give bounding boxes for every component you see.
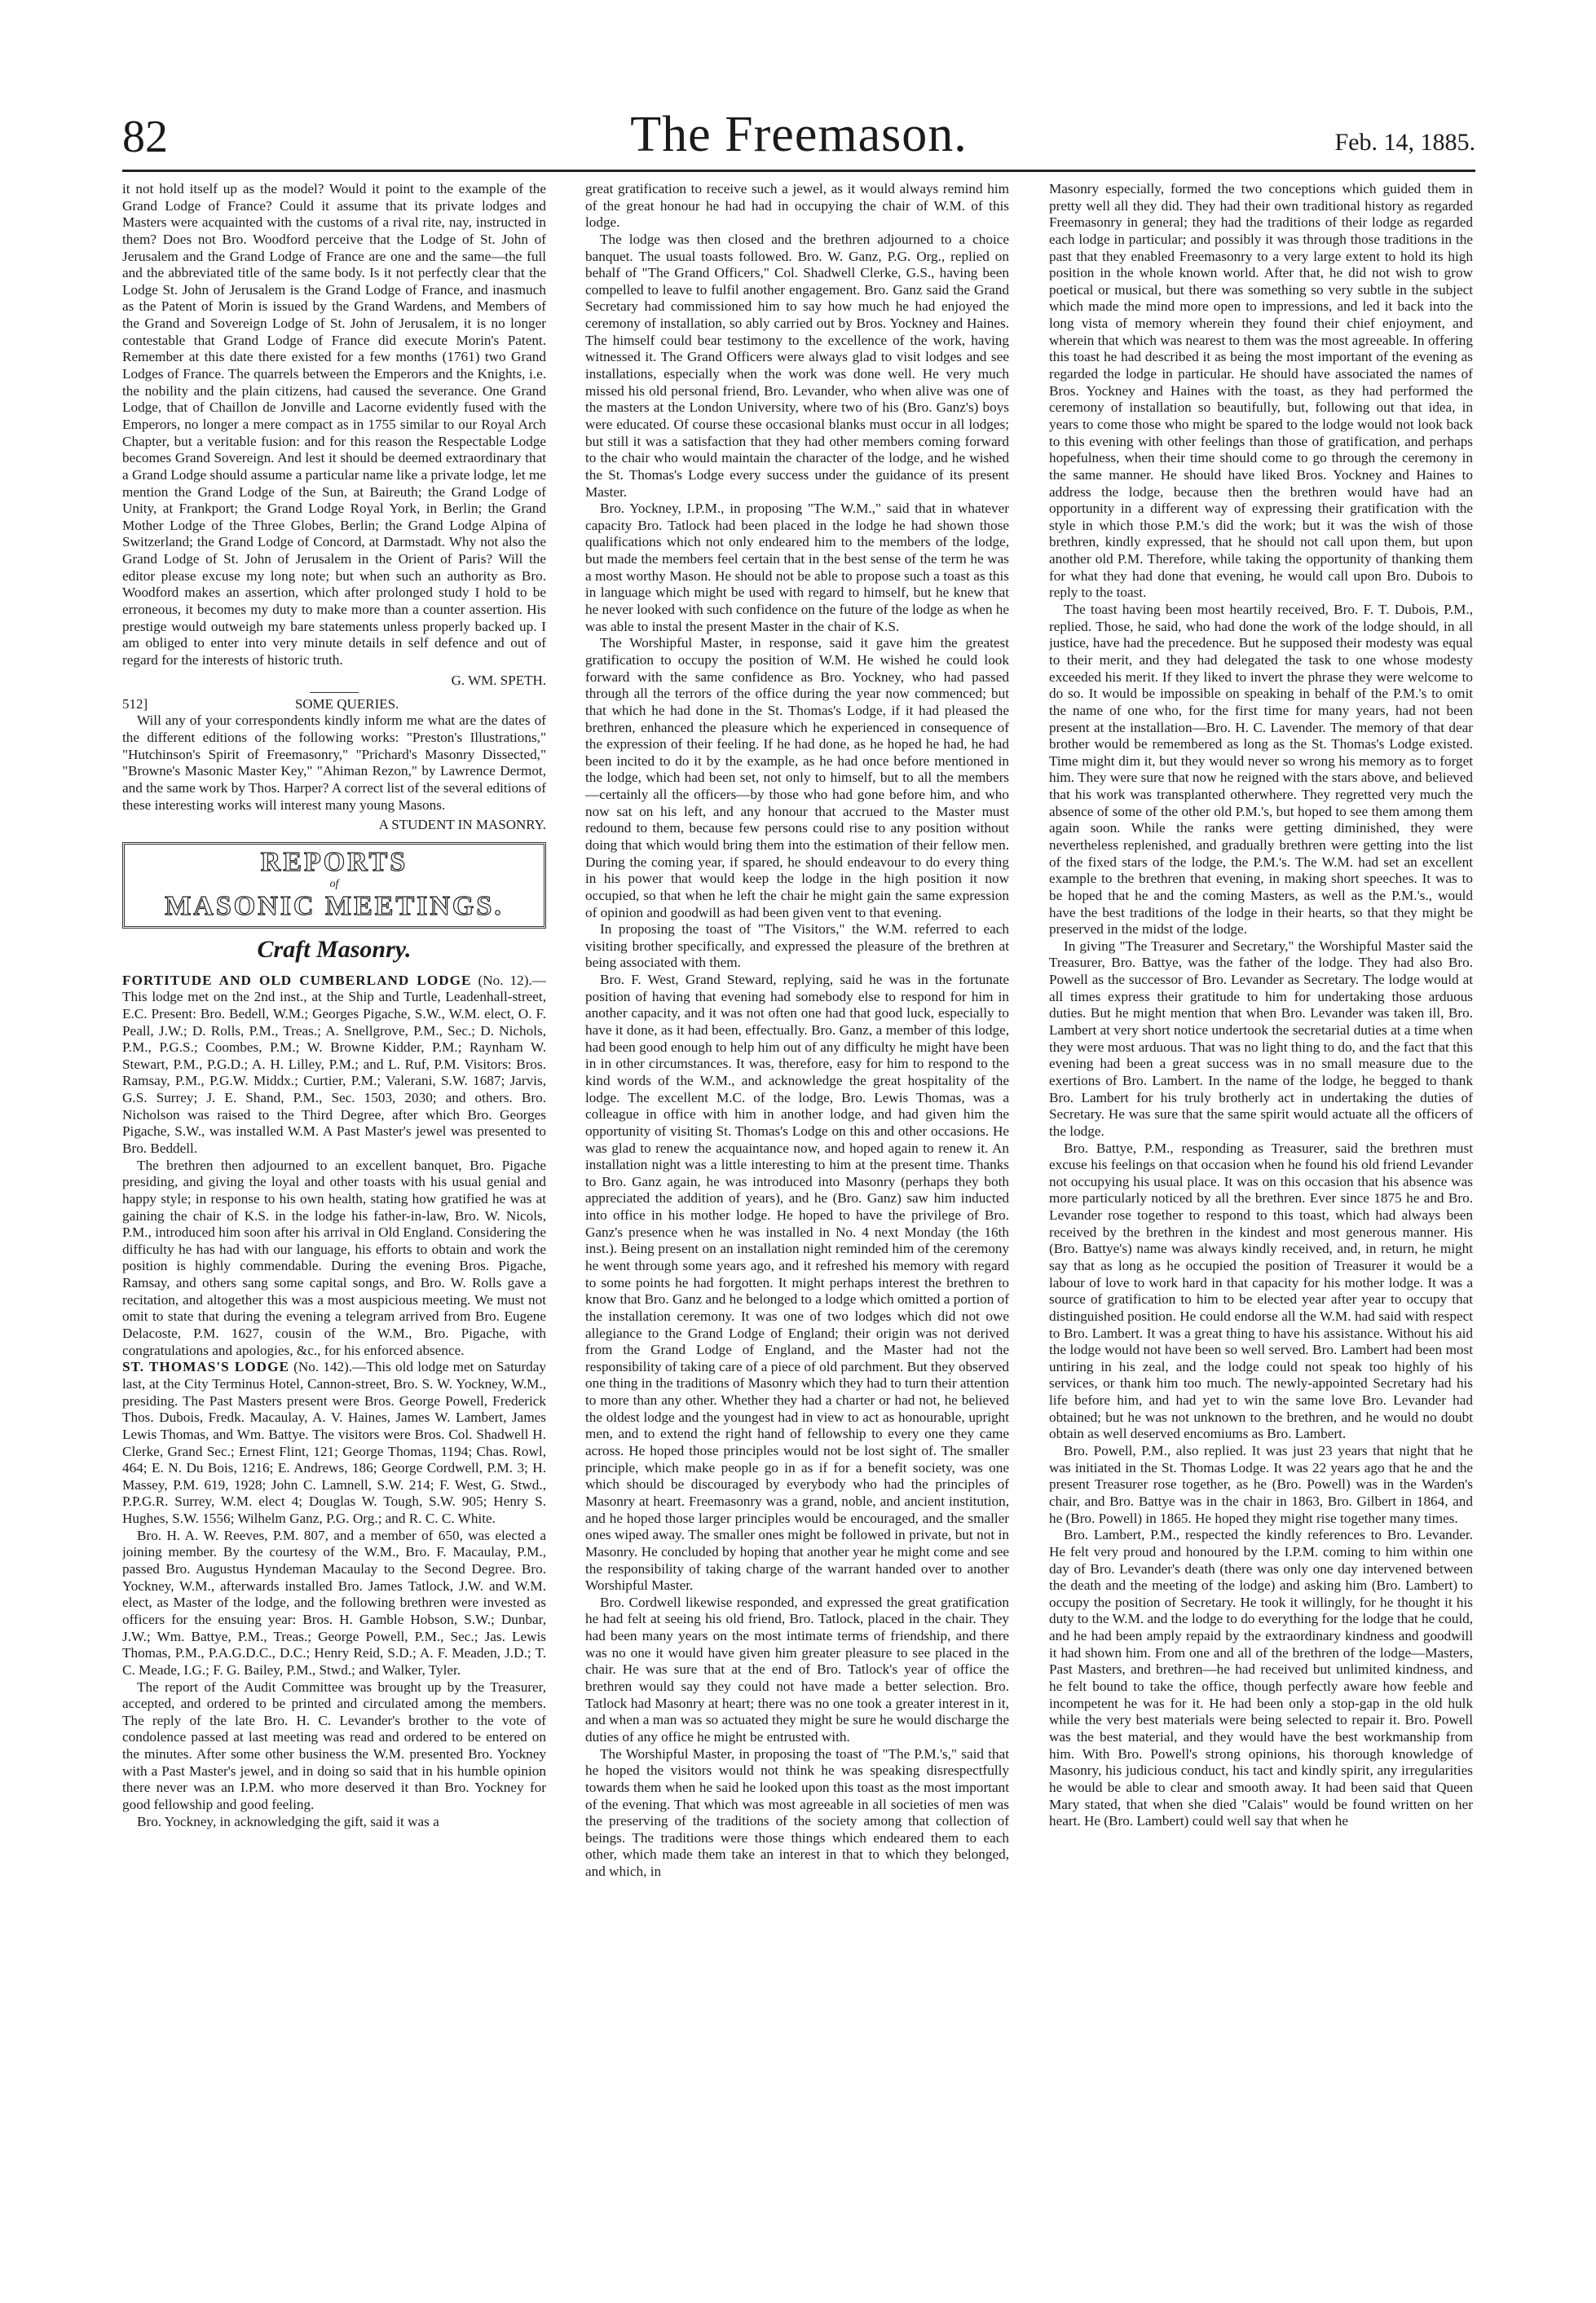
paragraph: The lodge was then closed and the brethren adjourned to a choice banquet. The usual toasts followed. Bro. W. Ganz, P.G. Org., replied on behalf of "The Grand Officers," Col. Shadwell Clerke, G.S., having been compelled to leave to fulfil another engagement. Bro. Ganz said the Grand Secretary had commissioned him to say how much he had enjoyed the ceremony of installation, so ably carried out by Bros. Yockney and Haines. The himself could bear testimony to the excellence of the work, having witnessed it. The Grand Officers were always glad to visit lodges and see installations, especially when the work was done well. He very much missed his old personal friend, Bro. Levander, who when alive was one of the masters at the London University, where two of his (Bro. Ganz's) boys were educated. Of course these occasional blanks must occur in all lodges; but still it was a satisfaction that they had other members coming forward to the chair who would maintain the character of the lodge, and he wished the St. Thomas's Lodge every success under the guidance of its present Master. — [585, 231, 1009, 500]
paragraph: Bro. F. West, Grand Steward, replying, said he was in the fortunate position of having that evening had somebody else to respond for him in another capacity, and it was not often one had that good luck, especially to have it done, as it had been, effectually. Bro. Ganz, a member of this lodge, had been good enough to help him out of any difficulty he might have been in in other circumstances. It was, therefore, easy for him to respond to the kind words of the W.M., and acknowledge the great hospitality of the lodge. The excellent M.C. of the lodge, Bro. Lewis Thomas, was a colleague in office with him in another lodge, and had given him the opportunity of visiting St. Thomas's Lodge on this and other occasions. He was glad to renew the acquaintance now, and hoped again to renew it. An installation night was a little interesting to him at the present time. Thanks to Bro. Ganz again, he was introduced into Masonry (perhaps they both appreciated the addition of years), and he (Bro. Ganz) saw him inducted into office in his mother lodge. He hoped to have the privilege of Bro. Ganz's presence when he was installed in No. 4 next Monday (the 16th inst.). Being present on an installation night reminded him of the ceremony he went through some years ago, and it refreshed his memory with regard to some points he had forgotten. It might perhaps interest the brethren to know that Bro. Ganz and he belonged to a lodge which omitted a portion of the installation ceremony. It was one of two lodges which did not owe allegiance to the Grand Lodge of England; their origin was not derived from the Grand Lodge of England, and the Master had not the responsibility of taking care of a piece of old parchment. But they observed one thing in the traditions of Masonry which they had to turn their attention to more than any other. Whether they had a charter or had not, he believed the oldest lodge and the youngest had in view to act as honourable, upright men, and to extend the right hand of fellowship to every one they came across. He hoped those principles would not be lost sight of. The smaller principle, which make people go in as if for a benefit society, was one which should be discouraged by everybody who had the principles of Masonry at heart. Freemasonry was a grand, noble, and ancient institution, and he hoped those larger principles would be encouraged, and the smaller ones wiped away. The smaller ones might be followed in private, but not in Masonry. He concluded by hoping that another year he might come and see the responsibility of taking charge of the warrant handed over to another Worshipful Master. — [585, 972, 1009, 1594]
lodge-heading: FORTITUDE AND OLD CUMBERLAND LODGE — [122, 972, 472, 988]
paragraph: Bro. Lambert, P.M., respected the kindly references to Bro. Levander. He felt very proud and honoured by the I.P.M. coming to him within one day of Bro. Levander's death (there was only one day intervened between the death and the meeting of the lodge) and asking him (Bro. Lambert) to occupy the position of Secretary. He took it willingly, for he thought it his duty to the W.M. and the lodge to do everything for the lodge that he could, and he had been amply repaid by the extraordinary kindness and goodwill it had shown him. From one and all of the brethren of the lodge—Masters, Past Masters, and brethren—he had received but unlimited kindness, and he felt bound to take the office, though perfectly aware how feeble and incompetent he was for it. He had been only a stop-gap in the old hulk while the very best materials were being selected to repair it. Bro. Powell was the best material, and they would have the best workmanship from him. With Bro. Powell's strong opinions, his thorough knowledge of Masonry, his judicious conduct, his tact and kindly spirit, any irregularities he would be able to clear and smooth away. It had been said that Queen Mary stated, that when she died "Calais" would be found written on her heart. He (Bro. Lambert) could well say that when he — [1049, 1527, 1473, 1829]
page-header — [122, 106, 1475, 171]
section-title: Craft Masonry. — [257, 935, 412, 963]
banner-title-top: REPORTS — [260, 847, 408, 878]
paragraph: (No. 12).—This lodge met on the 2nd inst., at the Ship and Turtle, Leadenhall-street, E.C. Present: Bro. Bedell, W.M.; Georges Pigache, S.W., W.M. elect, O. F. Peall, J.W.; D. Rolls, P.M., Treas.; A. Snellgrove, P.M., Sec.; D. Nichols, P.M., P.G.S.; Coombes, P.M.; W. Browne Kidder, P.M.; Raynham W. Stewart, P.M., P.G.D.; A. H. Lilley, P.M.; and L. Ruf, P.M. Visitors: Bros. Ramsay, P.M., P.G.W. Middx.; Curtier, P.M.; Valerani, S.W. 1687; Jarvis, G.S. Surrey; J. E. Shand, P.M., Sec. 1503, 2030; and others. Bro. Nicholson was raised to the Third Degree, after which Bro. Georges Pigache, S.W., was installed W.M. A Past Master's jewel was presented to Bro. Beddell. — [122, 972, 546, 1156]
column-1 — [122, 181, 546, 2268]
banner-title-bottom: MASONIC MEETINGS. — [165, 890, 504, 921]
signature: G. WM. SPETH. — [451, 672, 546, 688]
paragraph: The report of the Audit Committee was brought up by the Treasurer, accepted, and ordered to be printed and circulated among the members. The reply of the late Bro. H. C. Levander's brother to the vote of condolence passed at last meeting was read and ordered to be entered on the minutes. After some other business the W.M. presented Bro. Yockney with a Past Master's jewel, and in doing so said that in his humble opinion there never was an I.P.M. who more deserved it than Bro. Yockney for good fellowship and good feeling. — [122, 1679, 546, 1812]
paragraph: Bro. Cordwell likewise responded, and expressed the great gratification he had felt at seeing his old friend, Bro. Tatlock, placed in the chair. They had been many years on the most intimate terms of friendship, and there was no one it would have given him greater pleasure to see placed in the chair. He was sure that at the end of Bro. Tatlock's year of office the brethren would say they could not have made a better selection. Bro. Tatlock had Masonry at heart; there was no one took a greater interest in it, and when a man was so actuated they might be sure he would discharge the duties of any office he might be entrusted with. — [585, 1594, 1009, 1745]
paragraph: Bro. H. A. W. Reeves, P.M. 807, and a member of 650, was elected a joining member. By the courtesy of the W.M., Bro. F. Macaulay, P.M., passed Bro. Augustus Hyndeman Macaulay to the Second Degree. Bro. Yockney, W.M., afterwards installed Bro. James Tatlock, J.W. and W.M. elect, as Master of the lodge, and the following brethren were invested as officers for the ensuing year: Bros. H. Gamble Hobson, S.W.; Dunbar, J.W.; Wm. Battye, P.M., Treas.; George Powell, P.M., Sec.; Jas. Lewis Thomas, P.M., P.A.G.D.C., D.C.; Henry Reid, S.D.; A. F. Meaden, J.D.; T. C. Meade, I.G.; F. G. Bailey, P.M., Stwd.; and Walker, Tyler. — [122, 1527, 546, 1678]
page-number: 82 — [122, 112, 168, 162]
paragraph: Bro. Powell, P.M., also replied. It was just 23 years that night that he was initiated in the St. Thomas Lodge. It was 22 years ago that he and the present Treasurer rose together, as he (Bro. Powell) was in the Warden's chair, and Bro. Battye was in the chair in 1863, Bro. Gilbert in 1864, and he (Bro. Powell) in 1865. He hoped they might rise together many times. — [1049, 1443, 1473, 1526]
paragraph: The brethren then adjourned to an excellent banquet, Bro. Pigache presiding, and giving the loyal and other toasts with his usual genial and happy style; in response to his own health, stating how gratified he was at gaining the chair of K.S. in the lodge his father-in-law, Bro. W. Nicols, P.M., introduced him soon after his arrival in Old England. Considering the difficulty he has had with our language, his efforts to obtain and work the position is highly commendable. During the evening Bros. Pigache, Ramsay, and others sang some capital songs, and Bro. W. Rolls gave a recitation, and altogether this was a most auspicious meeting. We must not omit to state that during the evening a telegram arrived from Bro. Eugene Delacoste, P.M. 1627, cousin of the W.M., Bro. Pigache, with congratulations and apologies, &c., for his enforced absence. — [122, 1157, 546, 1358]
signature: A STUDENT IN MASONRY. — [378, 817, 546, 833]
banner-title-of: of — [329, 878, 339, 891]
paragraph: great gratification to receive such a jewel, as it would always remind him of the great honour he had had in occupying the chair of W.M. of this lodge. — [585, 181, 1009, 231]
paragraph: Will any of your correspondents kindly inform me what are the dates of the different editions of the following works: "Preston's Illustrations," "Hutchinson's Spirit of Freemasonry," "Prichard's Masonry Dissected," "Browne's Masonic Master Key," "Ahiman Rezon," by Lawrence Dermot, and the same work by Thos. Harper? A correct list of the several editions of these interesting works will interest many young Masons. — [122, 713, 546, 813]
paragraph: Bro. Yockney, in acknowledging the gift, said it was a — [137, 1813, 439, 1829]
paragraph: The Worshipful Master, in proposing the toast of "The P.M.'s," said that he hoped the visitors would not think he was speaking disrespectfully towards them when he said he looked upon this toast as the most important of the evening. That which was most agreeable in all societies of men was the preserving of the traditions of the society among that collection of beings. The traditions were those things which endeared them to each other, which made them take an interest in that to which they belonged, and which, in — [585, 1745, 1009, 1880]
query-title: SOME QUERIES. — [294, 695, 399, 712]
query-number: 512] — [122, 695, 148, 712]
paragraph: The toast having been most heartily received, Bro. F. T. Dubois, P.M., replied. Those, he said, who had done the work of the lodge should, in all justice, have had the precedence. But he supposed their modesty was equal to their merit, and they had delegated the task to one whose modesty exceeded his merit. If they liked to invert the phrase they were welcome to do so. It would be impossible on speaking in behalf of the P.M.'s to omit the name of one who, for the first time for many years, had not been present at the installation—Bro. H. C. Lavender. The memory of that dear brother would be remembered as long as the St. Thomas's Lodge existed. Time might dim it, but they would never so wrong his memory as to forget him. They were sure that now he reigned with the stars above, and believed that his work was transplanted otherwhere. They regretted very much the absence of some of the other old P.M.'s, but hoped to see them among them again soon. While the ranks were getting diminished, they were nevertheless replenished, and gradually brethren were getting into the list of the fixed stars of the lodge, the P.M.'s. The W.M. had set an excellent example to the brethren that evening, in making short speeches. It was to be hoped that he and the coming Masters, as well as the P.M.'s., would have the best traditions of the lodge in their hearts, so that they might be preserved in the midst of the lodge. — [1049, 602, 1473, 938]
issue-date: Feb. 14, 1885. — [1334, 129, 1475, 156]
paragraph: The Worshipful Master, in response, said it gave him the greatest gratification to occupy the position of W.M. He wished he could look forward with the same confidence as Bro. Yockney, who had passed through all the terrors of the office during the year now commenced; but that which he had done in the St. Thomas's Lodge, if it had pleased the brethren, enhanced the pleasure which he experienced in consequence of the expression of their feeling. If he had done, as he hoped he had, he had been incited to do it by the example, as he had once before mentioned in the lodge, which had been set, not only to himself, but to all the members—certainly all the officers—by those who had gone before him, and who now sat on his left, and any honour that accrued to the Master must redound to them, because few persons could rise to any position without doing that which would bring them into the estimation of their fellow men. During the coming year, if spared, he should endeavour to do every thing in his power that would keep the lodge in the high position it now occupied, so that when he left the chair he might gain the same expression of opinion and goodwill as had been given vent to that evening. — [585, 635, 1009, 920]
paragraph: In proposing the toast of "The Visitors," the W.M. referred to each visiting brother specifically, and expressed the pleasure of the brethren at being associated with them. — [585, 921, 1009, 971]
paragraph: In giving "The Treasurer and Secretary," the Worshipful Master said the Treasurer, Bro. Battye, was the father of the lodge. They had also Bro. Powell as the successor of Bro. Levander as Secretary. The lodge would at all times express their gratitude to him for undertaking those arduous duties. But he might mention that when Bro. Levander was taken ill, Bro. Lambert at very short notice undertook the secretarial duties at a time when they were most arduous. That was no light thing to do, and the fact that this evening had been a great success was in no small measure due to the exertions of Bro. Lambert. In the name of the lodge, he begged to thank Bro. Lambert for his truly brotherly act in undertaking the duties of Secretary. He was sure that the same spirit would actuate all the officers of the lodge. — [1049, 938, 1473, 1139]
paragraph: Bro. Yockney, I.P.M., in proposing "The W.M.," said that in whatever capacity Bro. Tatlock had been placed in the lodge he had shown those qualifications which not only endeared him to the members of the lodge, but made the members feel certain that in the best sense of the term he was a most worthy Mason. He should not be able to propose such a toast as this in language which might be used with regard to himself, but he knew that he never looked with such confidence on the future of the lodge as when he was able to instal the present Master in the chair of K.S. — [585, 501, 1009, 634]
lodge-heading: ST. THOMAS'S LODGE — [122, 1359, 289, 1375]
column-3 — [1049, 181, 1473, 2268]
paragraph: (No. 142).—This old lodge met on Saturday last, at the City Terminus Hotel, Cannon-street, Bro. S. W. Yockney, W.M., presiding. The Past Masters present were Bros. George Powell, Frederick Thos. Dubois, Fredk. Macaulay, A. V. Haines, James W. Lambert, James Lewis Thomas, and Wm. Battye. The visitors were Bros. Col. Shadwell H. Clerke, Grand Sec.; Ernest Flint, 121; George Thomas, 1194; Chas. Rowl, 464; E. N. Du Bois, 1216; E. Andrews, 186; George Cordwell, P.M. 3; H. Massey, P.M. 619, 1928; John C. Lamnell, S.W. 214; F. West, G. Stwd., P.P.G.R. Surrey, W.M. elect 4; Douglas W. Tough, S.W. 905; Henry S. Hughes, S.W. 1556; Wilhelm Ganz, P.G. Org.; and R. C. C. White. — [122, 1359, 546, 1527]
paragraph: it not hold itself up as the model? Would it point to the example of the Grand Lodge of France? Could it assume that its private lodges and Masters were acquainted with the customs of a rival rite, nay, instructed in them? Does not Bro. Woodford perceive that the Lodge of St. John of Jerusalem and the Grand Lodge of France are one and the same—the full and the abbreviated title of the same body. Is it not perfectly clear that the Lodge St. John of Jerusalem is the Grand Lodge of France, and inasmuch as the Patent of Morin is issued by the Grand Wardens, and Members of the Grand and Sovereign Lodge of St. John of Jerusalem, it is no longer contestable that Grand Lodge of France did execute Morin's Patent. Remember at this date there existed for a few months (1761) two Grand Lodges of France. The quarrels between the Emperors and the Knights, i.e. the nobility and the plain citizens, had caused the severance. One Grand Lodge, that of Chaillon de Jonville and Lacorne evidently fused with the Emperors, no longer a mere compact as in 1755 similar to our Royal Arch Chapter, but a veritable fusion: and for this reason the Respectable Lodge becomes Grand Sovereign. And lest it should be deemed extraordinary that a Grand Lodge should assume a particular name like a private lodge, let me mention the Grand Lodge of the Sun, at Baireuth; the Grand Lodge of Unity, at Frankport; the Grand Lodge Royal York, in Berlin; the Grand Mother Lodge of the Three Globes, Berlin; the Grand Lodge Alpina of Switzerland; the Grand Lodge of Concord, at Darmstadt. Why not also the Grand Lodge of St. John of Jerusalem in the Orient of Paris? Will the editor please excuse my long note; but when such an authority as Bro. Woodford makes an assertion, which after prolonged study I hold to be erroneous, it becomes my duty to make more than a counter assertion. His prestige would outweigh my bare statements unless properly backed up. I am obliged to enter into very minute details in self defence and out of regard for the interests of historic truth. — [122, 181, 546, 668]
paragraph: Masonry especially, formed the two conceptions which guided them in pretty well all they did. They had their own traditional history as regarded Freemasonry in general; they had the traditions of their lodge as regarded each lodge in particular; and possibly it was through those traditions in the past that they enabled Freemasonry to a very large extent to hold its high position in the whole known world. After that, he did not wish to grow poetical or musical, but there was something so very subtle in the subject which made the mind more open to impressions, and led it back into the long vista of memory wherein they found their chief enjoyment, and wherein that which was nearest to them was the most agreeable. In offering this toast he had described it as being the most important of the evening as regarded the lodge in particular. He should have associated the names of Bros. Yockney and Haines with the toast, as they had performed the ceremony of installation so beautifully, but, following out that idea, in years to come those who might be spared to the lodge would not look back to this evening with other feelings than those of gratification, and perhaps hopefulness, when their time should come to go through the ceremony in the same manner. He should have liked Bros. Yockney and Haines to address the lodge, because then the brethren would have had an opportunity in a different way of expressing their gratification with the style in which those P.M.'s did the work; but it was the wish of those brethren, kindly expressed, that he should not call upon them, but upon another old P.M. Therefore, while taking the opportunity of thanking them for what they had done that evening, he would call upon Bro. Dubois to reply to the toast. — [1049, 181, 1473, 601]
header-rule — [122, 170, 1475, 172]
column-2 — [585, 181, 1009, 2268]
masthead-title: The Freemason. — [630, 107, 968, 162]
reports-banner — [122, 842, 546, 929]
divider — [310, 692, 359, 693]
query-heading — [122, 696, 546, 713]
paragraph: Bro. Battye, P.M., responding as Treasurer, said the brethren must excuse his feelings on that occasion when he found his old friend Levander not occupying his usual place. It was on this occasion that his absence was more particularly noticed by all the brethren. Ever since 1875 he and Bro. Levander rose together to respond to this toast, which had always been received by the brethren in the kindest and most generous manner. His (Bro. Battye's) name was always kindly received, and, in return, he might say that as long as he occupied the position of Treasurer it would be a labour of love to work hard in that capacity for his mother lodge. It was a source of gratification to him to be elected year after year to occupy that distinguished position. He could endorse all the W.M. had said with respect to Bro. Lambert. It was a great thing to have his assistance. Without his aid the lodge would not have been so well served. Bro. Lambert had been most untiring in his zeal, and the lodge could not speak too highly of his services, or thank him too much. The newly-appointed Secretary had his life before him, and had yet to win the same love Bro. Levander had obtained; but he was not unknown to the brethren, and he would no doubt obtain as well deserved encomiums as Bro. Lambert. — [1049, 1140, 1473, 1442]
